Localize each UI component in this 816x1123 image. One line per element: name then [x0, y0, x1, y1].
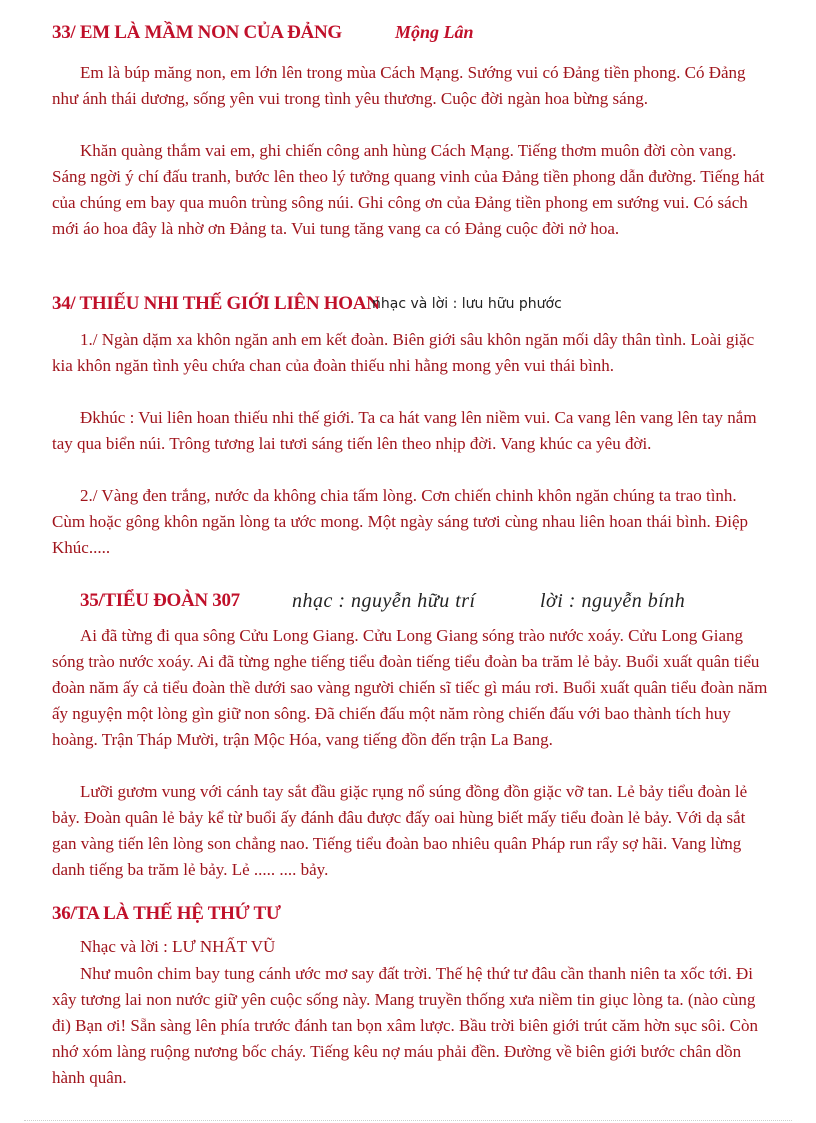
song-35-lyrics-credit: lời : nguyễn bính	[540, 590, 686, 612]
song-36-title: 36/TA LÀ THẾ HỆ THỨ TƯ	[52, 903, 281, 924]
page-bottom-divider	[24, 1120, 792, 1121]
song-33-author: Mộng Lân	[395, 22, 474, 42]
song-33-paragraph-1: Em là búp măng non, em lớn lên trong mùa Cách Mạng. Sướng vui có Đảng tiền phong. Có Đảng như ánh thái dương, sống yên vui trong tình yêu thương. Cuộc đời ngàn hoa bừng sáng.	[52, 63, 746, 108]
song-34-credit: nhạc và lời : lưu hữu phước	[372, 296, 562, 312]
song-35-paragraph-1: Ai đã từng đi qua sông Cửu Long Giang. Cửu Long Giang sóng trào nước xoáy. Cửu Long Giang sóng trào nước xoáy. Ai đã từng nghe tiếng tiểu đoàn tiếng tiểu đoàn ba trăm lẻ bảy. Buổi xuất quân tiểu đoàn năm ấy cả tiểu đoàn thề dưới sao vàng người chiến sĩ tiếc gì máu rơi. Buổi xuất quân tiểu đoàn năm ấy nguyện một lòng gìn giữ non sông. Đã chiến đấu một năm ròng chiến đấu với bao thành tích huy hoàng. Trận Tháp Mười, trận Mộc Hóa, vang tiếng đồn đến trận La Bang.	[52, 626, 768, 749]
song-33-paragraph-2: Khăn quàng thắm vai em, ghi chiến công anh hùng Cách Mạng. Tiếng thơm muôn đời còn vang. Sáng ngời ý chí đấu tranh, bước lên theo lý tưởng quang vinh của Đảng tiền phong dẫn đường. Tiếng hát của chúng em bay qua muôn trùng sông núi. Ghi công ơn của Đảng tiền phong em sướng vui. Có sách mới áo hoa đây là nhờ ơn Đảng ta. Vui tung tăng vang ca có Đảng cuộc đời nở hoa.	[52, 141, 765, 238]
song-34-title: 34/ THIẾU NHI THẾ GIỚI LIÊN HOAN	[52, 293, 380, 314]
song-34-paragraph-2: Đkhúc : Vui liên hoan thiếu nhi thế giới. Ta ca hát vang lên niềm vui. Ca vang lên vang lên tay nắm tay qua biển núi. Trông tương lai tươi sáng tiến lên theo nhịp đời. Vang khúc ca yêu đời.	[52, 408, 757, 453]
song-36-paragraph-1: Như muôn chim bay tung cánh ước mơ say đất trời. Thế hệ thứ tư đâu cần thanh niên ta xốc tới. Đi xây tương lai non nước giữ yên cuộc sống này. Mang truyền thống xưa niềm tin giục lòng ta. (nào cùng đi) Bạn ơi! Sẵn sàng lên phía trước đánh tan bọn xâm lược. Bầu trời biên giới trút căm hờn sục sôi. Còn nhớ xóm làng ruộng nương bốc cháy. Tiếng kêu nợ máu phải đền. Đường về biên giới bước chân dồn hành quân.	[52, 964, 758, 1087]
song-36-credit: Nhạc và lời : LƯ NHẤT VŨ	[80, 937, 276, 956]
song-34-paragraph-1: 1./ Ngàn dặm xa khôn ngăn anh em kết đoàn. Biên giới sâu khôn ngăn mối dây thân tình. Loài giặc kia khôn ngăn tình yêu chứa chan của đoàn thiếu nhi hằng mong yên vui thái bình.	[52, 330, 755, 375]
song-33-title: 33/ EM LÀ MẦM NON CỦA ĐẢNG	[52, 22, 342, 43]
song-35-paragraph-2: Lưỡi gươm vung với cánh tay sắt đầu giặc rụng nổ súng đồng đồn giặc vỡ tan. Lẻ bảy tiểu đoàn lẻ bảy. Đoàn quân lẻ bảy kể từ buổi ấy đánh đâu được đấy oai hùng biết mấy tiểu đoàn lẻ bảy. Với dạ sắt gan vàng tiến lên lòng son chẳng nao. Tiếng tiểu đoàn bao nhiêu quân Pháp run rẩy sợ hãi. Vang lừng danh tiếng ba trăm lẻ bảy. Lẻ ..... .... bảy.	[52, 782, 748, 879]
song-35-title: 35/TIỂU ĐOÀN 307	[80, 590, 240, 611]
song-34-paragraph-3: 2./ Vàng đen trắng, nước da không chia tấm lòng. Cơn chiến chinh khôn ngăn chúng ta trao tình. Cùm hoặc gông khôn ngăn lòng ta ước mong. Một ngày sáng tươi cùng nhau liên hoan thái bình. Điệp Khúc.....	[52, 486, 748, 557]
song-35-music-credit: nhạc : nguyễn hữu trí	[292, 590, 476, 612]
